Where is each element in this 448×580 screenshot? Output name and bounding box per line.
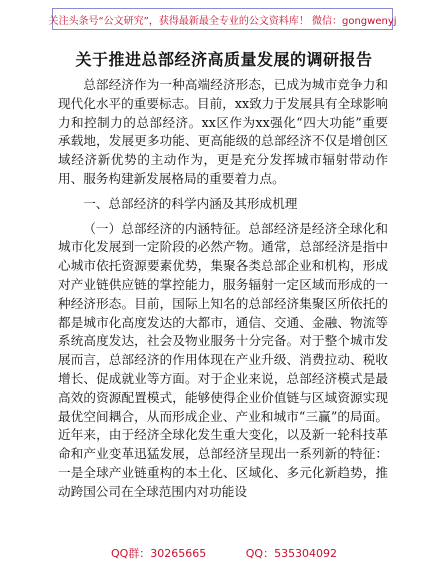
document-body [58, 76, 388, 502]
promo-banner [48, 8, 397, 30]
page-footer [0, 545, 448, 561]
section-heading: 一、总部经济的科学内涵及其形成机理 [83, 195, 298, 211]
promo-banner-text: 关注头条号“公文研究”，获得最新最全专业的公文资料库！ 微信：gongwenyj [48, 15, 397, 27]
footer-qq-group: QQ群：30265665 [110, 547, 207, 560]
footer-qq: QQ：535304092 [245, 547, 338, 560]
document-title: 关于推进总部经济高质量发展的调研报告 [75, 50, 373, 69]
intro-paragraph: 总部经济作为一种高端经济形态，已成为城市竞争力和现代化水平的重要标志。目前，xx致力于发展具有全球影响力和控制力的总部经济。xx区作为xx强化“四大功能”重要承载地，发展更多功能、更高能级的总部经济不仅是增创区域经济新优势的主动作为，更是充分发挥城市辐射带动作用、服务构建新发展格局的重要着力点。 [58, 77, 388, 186]
section-paragraph: （一）总部经济的内涵特征。总部经济是经济全球化和城市化发展到一定阶段的必然产物。通常，总部经济是指中心城市依托资源要素优势，集聚各类总部企业和机构，形成对产业链供应链的掌控能力，服务辐射一定区域而形成的一种经济形态。目前，国际上知名的总部经济集聚区所依托的都是城市化高度发达的大都市，通信、交通、金融、物流等系统高度发达，社会及物业服务十分完备。对于整个城市发展而言，总部经济的作用体现在产业升级、消费拉动、税收增长、促成就业等方面。对于企业来说，总部经济模式是最高效的资源配置模式，能够使得企业价值链与区域资源实现最优空间耦合，从而形成企业、产业和城市“三赢”的局面。近年来，由于经济全球化发生重大变化，以及新一轮科技革命和产业变革迅猛发展，总部经济呈现出一系列新的特征：一是全球产业链重构的本土化、区域化、多元化新趋势，推动跨国公司在全球范围内对功能设 [58, 220, 388, 499]
